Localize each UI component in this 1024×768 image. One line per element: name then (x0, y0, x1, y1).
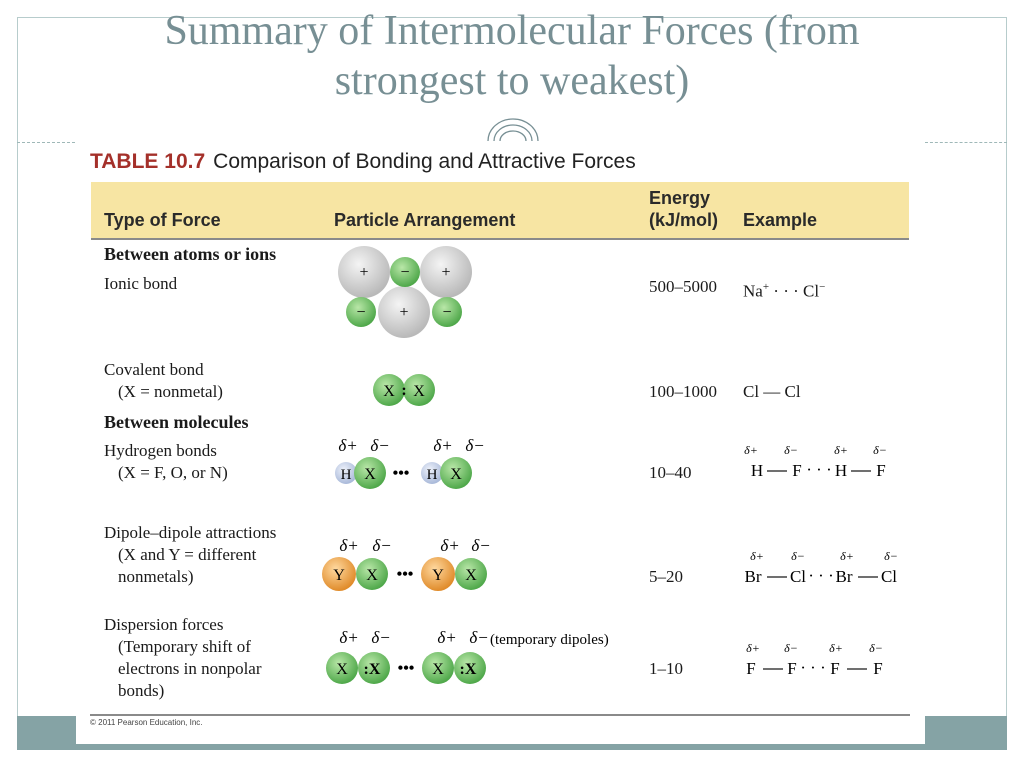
svg-text:δ+: δ+ (339, 536, 359, 555)
row-covalent-example: Cl — Cl (743, 382, 801, 401)
svg-text:δ−: δ− (784, 641, 798, 655)
svg-text:δ−: δ− (465, 436, 485, 455)
svg-text::: : (401, 382, 407, 399)
row-covalent-energy: 100–1000 (649, 382, 717, 401)
row-dispersion-note-3: bonds) (118, 681, 165, 700)
arch-ornament-icon (486, 116, 540, 142)
dispersion-example (743, 640, 893, 682)
svg-text:+: + (399, 304, 409, 321)
svg-text:Br: Br (744, 567, 762, 586)
hydrogen-bond-diagram (332, 432, 485, 492)
temporary-dipoles-note: (temporary dipoles) (490, 632, 609, 648)
svg-text:H: H (834, 461, 848, 480)
svg-text:δ+: δ+ (433, 436, 453, 455)
svg-text:Y: Y (432, 567, 444, 584)
row-hbond-note: (X = F, O, or N) (118, 463, 228, 482)
svg-text:Y: Y (333, 567, 345, 584)
row-dispersion-type: Dispersion forces (104, 615, 224, 634)
ionic-lattice-diagram (334, 242, 484, 342)
svg-text:Br: Br (835, 567, 853, 586)
svg-text:−: − (400, 264, 410, 281)
row-dipole-type: Dipole–dipole attractions (104, 523, 277, 542)
table-title: Comparison of Bonding and Attractive Forces (213, 150, 636, 173)
svg-text:δ−: δ− (873, 443, 887, 457)
svg-text:· · ·: · · · (808, 566, 834, 585)
row-dispersion-energy: 1–10 (649, 659, 683, 678)
svg-text:•••: ••• (396, 566, 414, 583)
section-atoms-ions: Between atoms or ions (104, 244, 277, 264)
row-hbond-energy: 10–40 (649, 463, 692, 482)
svg-text:δ−: δ− (884, 549, 898, 563)
svg-text:δ−: δ− (469, 628, 489, 647)
row-ionic-type: Ionic bond (104, 274, 178, 293)
svg-text:X: X (383, 383, 395, 400)
svg-text:•••: ••• (397, 660, 415, 677)
svg-text:δ−: δ− (471, 536, 491, 555)
svg-text:δ+: δ+ (744, 443, 758, 457)
dipole-example (743, 548, 903, 590)
svg-text:δ+: δ+ (440, 536, 460, 555)
svg-text:•••: ••• (392, 465, 410, 482)
slide-title: Summary of Intermolecular Forces (from strongest to weakest) (164, 8, 860, 104)
svg-text:F: F (746, 659, 756, 678)
svg-text:δ+: δ+ (834, 443, 848, 457)
row-dipole-note-2: nonmetals) (118, 567, 194, 586)
svg-text:X: X (450, 466, 462, 483)
svg-text:Cl: Cl (789, 567, 807, 586)
svg-text:F: F (876, 461, 886, 480)
row-dispersion-note-1: (Temporary shift of (118, 637, 251, 656)
svg-text:X: X (465, 567, 477, 584)
svg-text:F: F (787, 659, 797, 678)
right-divider-line (925, 142, 1007, 143)
svg-text:H: H (426, 467, 438, 483)
covalent-bond-diagram (371, 372, 441, 408)
svg-text::X: :X (363, 661, 381, 678)
row-covalent-note: (X = nonmetal) (118, 382, 223, 401)
svg-text:δ−: δ− (784, 443, 798, 457)
svg-text:F: F (830, 659, 840, 678)
section-molecules: Between molecules (104, 412, 249, 432)
svg-text:−: − (356, 304, 366, 321)
table-caption (90, 150, 636, 174)
header-arrangement: Particle Arrangement (334, 210, 516, 230)
svg-text::X: :X (459, 661, 477, 678)
svg-text:δ+: δ+ (829, 641, 843, 655)
svg-text:δ−: δ− (371, 628, 391, 647)
header-energy-line2: (kJ/mol) (649, 210, 719, 230)
dipole-dipole-diagram (320, 532, 495, 594)
svg-text:H: H (340, 467, 352, 483)
hbond-example (743, 442, 893, 484)
svg-text:Cl: Cl (880, 567, 898, 586)
header-energy-line1: Energy (649, 188, 711, 208)
svg-text:X: X (336, 661, 348, 678)
row-ionic-example: Na+ · · · Cl− (743, 281, 826, 301)
svg-text:δ+: δ+ (339, 628, 359, 647)
header-example: Example (743, 210, 818, 230)
left-divider-line (17, 142, 75, 143)
svg-text:F: F (873, 659, 883, 678)
copyright-notice: © 2011 Pearson Education, Inc. (90, 718, 203, 727)
svg-text:· · ·: · · · (800, 658, 826, 677)
row-covalent-type: Covalent bond (104, 360, 204, 379)
svg-text:· · ·: · · · (806, 460, 832, 479)
header-type: Type of Force (104, 210, 221, 230)
row-dipole-note-1: (X and Y = different (118, 545, 257, 564)
svg-text:H: H (750, 461, 764, 480)
row-ionic-energy: 500–5000 (649, 277, 717, 296)
dispersion-diagram (322, 624, 632, 686)
svg-text:X: X (432, 661, 444, 678)
table-footer-rule (90, 714, 910, 716)
svg-text:δ+: δ+ (437, 628, 457, 647)
row-dipole-energy: 5–20 (649, 567, 683, 586)
svg-text:δ+: δ+ (840, 549, 854, 563)
svg-text:X: X (413, 383, 425, 400)
svg-text:+: + (359, 264, 369, 281)
svg-text:δ−: δ− (791, 549, 805, 563)
row-dispersion-note-2: electrons in nonpolar (118, 659, 262, 678)
svg-text:δ+: δ+ (750, 549, 764, 563)
svg-text:F: F (792, 461, 802, 480)
svg-text:δ+: δ+ (746, 641, 760, 655)
svg-text:+: + (441, 264, 451, 281)
svg-text:−: − (442, 304, 452, 321)
svg-text:δ−: δ− (370, 436, 390, 455)
table-panel (76, 142, 925, 744)
svg-text:X: X (366, 567, 378, 584)
svg-text:δ+: δ+ (338, 436, 358, 455)
svg-text:δ−: δ− (372, 536, 392, 555)
row-hbond-type: Hydrogen bonds (104, 441, 217, 460)
svg-text:X: X (364, 466, 376, 483)
table-number: TABLE 10.7 (90, 150, 206, 173)
svg-text:δ−: δ− (869, 641, 883, 655)
